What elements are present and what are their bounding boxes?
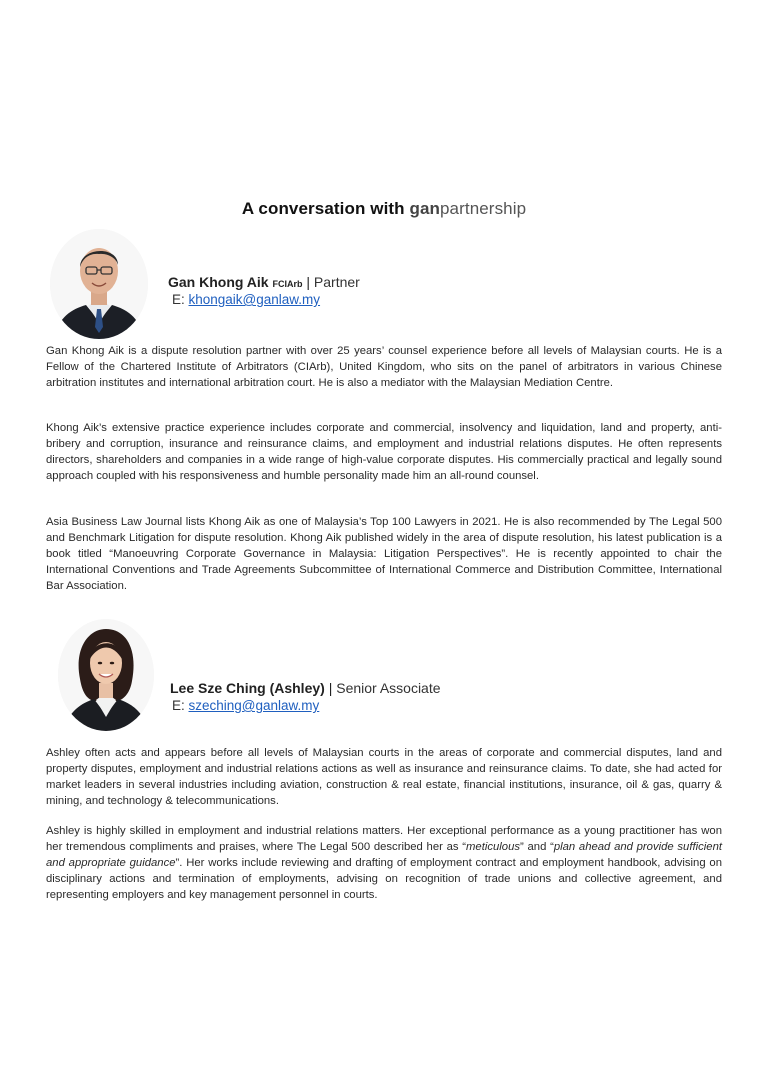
bio-paragraph: Asia Business Law Journal lists Khong Aik as one of Malaysia’s Top 100 Lawyers in 2021. He is also recommended by The Legal 500 and Benchmark Litigation for dispute resolution. Khong Aik published widely in the area of dispute resolution, his latest publication is a book titled “Manoeuvring Corporate Governance in Malaysia: Litigation Perspectives”. He is recently appointed to chair the International Conventions and Trade Agreements Subcommittee of International Commerce and Distribution Committee, International Bar Association. [46, 516, 722, 592]
portrait-man-icon [50, 229, 148, 339]
email-link[interactable]: szeching@ganlaw.my [188, 698, 320, 713]
heading-separator: | [302, 274, 314, 290]
heading-separator: | [324, 680, 337, 696]
email-label: E: [172, 292, 189, 307]
bio-paragraph: Ashley often acts and appears before all levels of Malaysian courts in the areas of corporate and commercial disputes, land and property disputes, employment and industrial relations actions as well as insurance and reinsurance claims. To date, she had acted for market leaders in several industries including aviation, construction & real estate, financial institutions, insurance, oil & gas, quarry & mining, and technology & telecommunications. [46, 747, 722, 807]
person-name: Gan Khong Aik [168, 274, 269, 290]
quote-italic: plan ahead and provide sufficient and appropriate guidance [46, 841, 722, 869]
title-prefix: A conversation with [241, 199, 410, 218]
email-label: E: [172, 698, 189, 713]
person-role: Senior Associate [336, 680, 441, 696]
quote-italic: meticulous [466, 841, 521, 853]
person-postnominal: FCIArb [272, 279, 303, 289]
avatar-lee-sze-ching [58, 619, 154, 731]
person-heading [168, 274, 360, 290]
bio-text: ” and “ [520, 841, 554, 853]
bio-paragraph: Gan Khong Aik is a dispute resolution partner with over 25 years’ counsel experience before all levels of Malaysian courts. He is a Fellow of the Chartered Institute of Arbitrators (CIArb), United Kingdom, who sits on the panel of arbitrators in various Chinese arbitration institutes and international arbitration court. He is also a mediator with the Malaysian Mediation Centre. [46, 345, 722, 389]
person-role: Partner [313, 274, 360, 290]
bio-text: Ashley is highly skilled in employment and industrial relations matters. Her exceptional performance as a young practitioner has won her tremendous compliments and praises, where The Legal 500 described her as “ [46, 825, 722, 853]
avatar-gan-khong-aik [50, 229, 148, 339]
person-email-line [172, 698, 319, 713]
person-email-line [172, 292, 320, 307]
page-title [0, 199, 768, 219]
email-link[interactable]: khongaik@ganlaw.my [188, 292, 321, 307]
bio-text: ”. Her works include reviewing and drafting of employment contract and employment handbook, advising on disciplinary actions and termination of employments, advising on recognition of trade unions and collective agreement, and representing employers and key management personnel in courts. [46, 857, 723, 901]
brand-partnership: partnership [440, 199, 527, 218]
bio-paragraph: Khong Aik’s extensive practice experience includes corporate and commercial, insolvency and liquidation, land and property, anti-bribery and corruption, insurance and reinsurance claims, and employment and industrial relations disputes. He often represents directors, shareholders and companies in a wide range of high-value corporate disputes. His commercially practical and legally sound approach coupled with his responsiveness and humble personality made him an all-round counsel. [46, 422, 722, 482]
bio-paragraph [46, 823, 722, 903]
brand-gan: gan [409, 199, 440, 218]
portrait-woman-icon [58, 619, 154, 731]
person-name: Lee Sze Ching (Ashley) [170, 680, 325, 696]
person-heading [170, 680, 441, 696]
